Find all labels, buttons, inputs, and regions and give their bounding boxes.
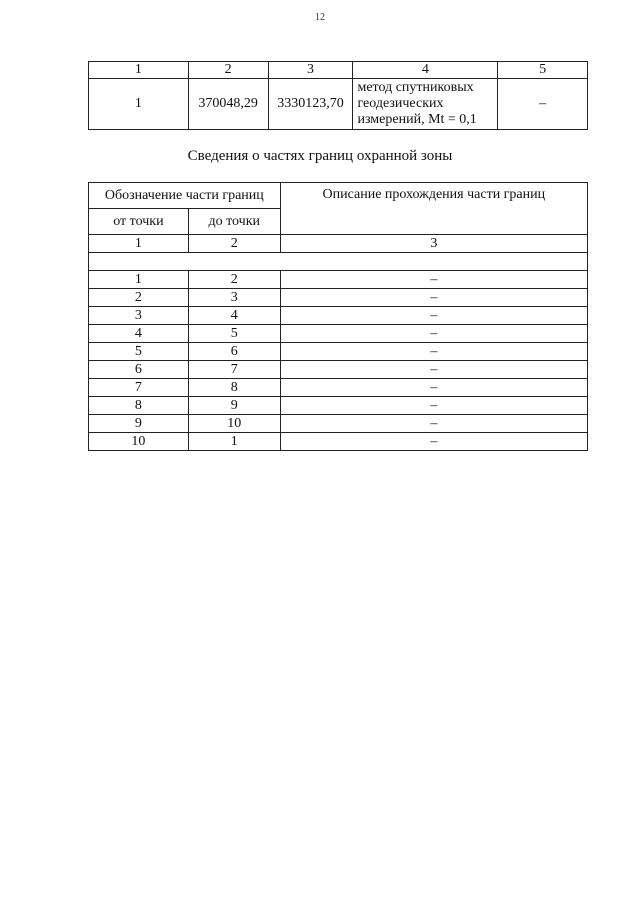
header-cell: 2 (188, 62, 268, 79)
method-line: измерений, Mt = 0,1 (357, 112, 477, 127)
table-row (89, 79, 588, 130)
row-from-cell: 1 (89, 271, 189, 289)
method-description (353, 79, 498, 130)
row-desc-cell: – (280, 343, 587, 361)
row-desc-cell: – (280, 271, 587, 289)
row-to-cell: 6 (188, 343, 280, 361)
row-to-cell: 7 (188, 361, 280, 379)
row-from-cell: 8 (89, 397, 189, 415)
row-desc-cell: – (280, 397, 587, 415)
method-line: геодезических (357, 96, 444, 111)
row-from-cell: 3 (89, 307, 189, 325)
row-from-cell: 2 (89, 289, 189, 307)
row-to-cell: 4 (188, 307, 280, 325)
row-to-cell: 1 (188, 433, 280, 451)
header-cell: 4 (353, 62, 498, 79)
coordinates-header-row (89, 62, 588, 79)
section-title: Сведения о частях границ охранной зоны (187, 148, 453, 164)
column-number: 3 (280, 235, 587, 253)
column-number: 2 (188, 235, 280, 253)
row-desc-cell: – (280, 379, 587, 397)
coordinate-x: 370048,29 (188, 79, 268, 130)
point-number: 1 (89, 79, 189, 130)
table-row (89, 361, 588, 379)
header-cell: 5 (498, 62, 588, 79)
row-desc-cell: – (280, 415, 587, 433)
column-number: 1 (89, 235, 189, 253)
row-from-cell: 5 (89, 343, 189, 361)
row-desc-cell: – (280, 361, 587, 379)
header-cell: 3 (268, 62, 353, 79)
coordinate-y: 3330123,70 (268, 79, 353, 130)
table-row (89, 415, 588, 433)
row-to-cell: 10 (188, 415, 280, 433)
page-number: 12 (315, 12, 325, 23)
row-from-cell: 7 (89, 379, 189, 397)
table-row (89, 271, 588, 289)
header-description-cell: Описание прохождения части границ (280, 183, 587, 235)
row-desc-cell: – (280, 289, 587, 307)
header-cell: 1 (89, 62, 189, 79)
coordinates-table (88, 61, 588, 130)
empty-cell (89, 253, 588, 271)
row-from-cell: 6 (89, 361, 189, 379)
header-row (89, 183, 588, 209)
row-to-cell: 9 (188, 397, 280, 415)
row-to-cell: 2 (188, 271, 280, 289)
table-row (89, 307, 588, 325)
row-from-cell: 10 (89, 433, 189, 451)
row-desc-cell: – (280, 325, 587, 343)
row-to-cell: 5 (188, 325, 280, 343)
row-desc-cell: – (280, 307, 587, 325)
row-from-cell: 9 (89, 415, 189, 433)
row-to-cell: 8 (188, 379, 280, 397)
row-desc-cell: – (280, 433, 587, 451)
extra-value: – (498, 79, 588, 130)
method-line: метод спутниковых (357, 80, 474, 95)
boundary-parts-table (88, 182, 588, 451)
empty-row (89, 253, 588, 271)
table-row (89, 397, 588, 415)
table-row (89, 433, 588, 451)
table-row (89, 343, 588, 361)
row-to-cell: 3 (188, 289, 280, 307)
table-row (89, 379, 588, 397)
row-from-cell: 4 (89, 325, 189, 343)
table-row (89, 325, 588, 343)
header-to-cell: до точки (188, 209, 280, 235)
column-number-row (89, 235, 588, 253)
header-from-cell: от точки (89, 209, 189, 235)
table-row (89, 289, 588, 307)
header-group-cell: Обозначение части границ (89, 183, 281, 209)
